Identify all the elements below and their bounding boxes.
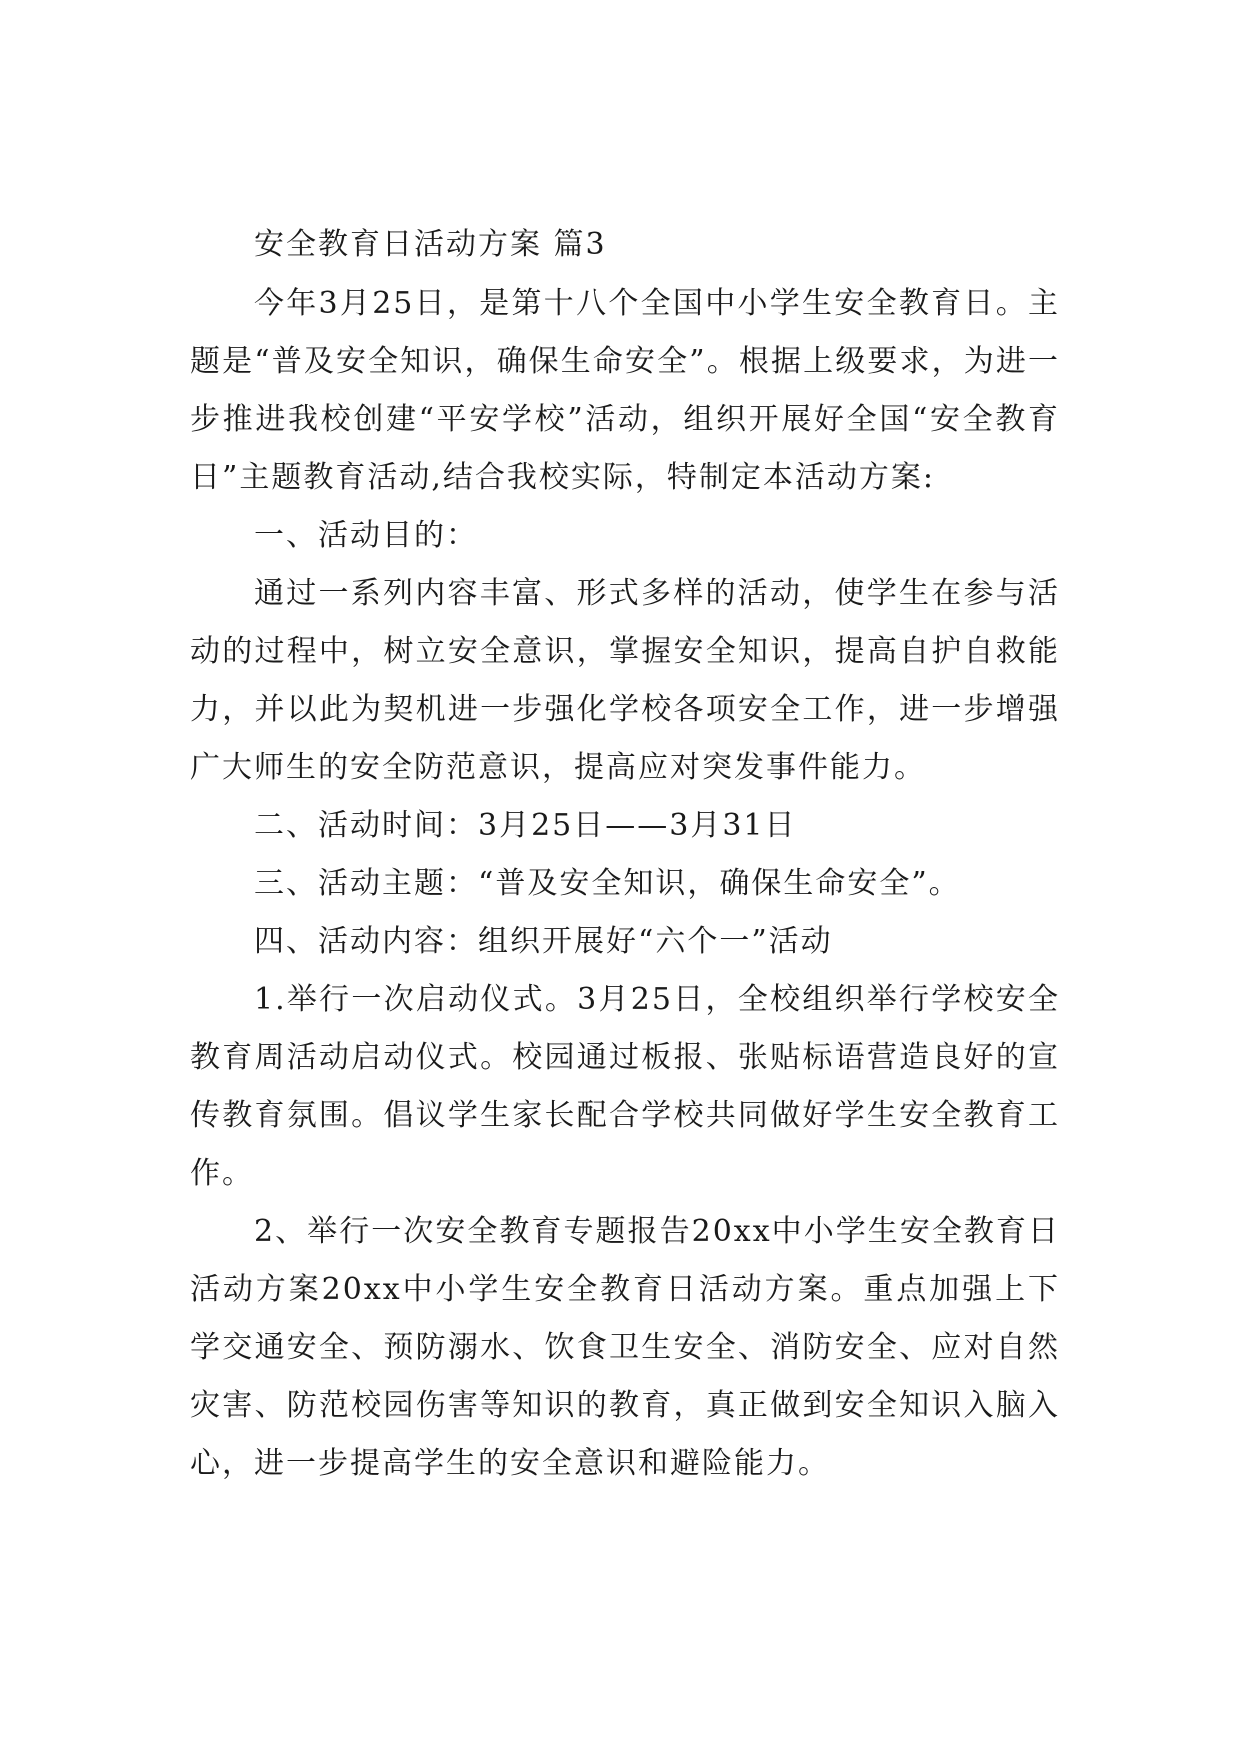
paragraph-intro: 今年3月25日，是第十八个全国中小学生安全教育日。主题是“普及安全知识，确保生命安全”。根据上级要求，为进一步推进我校创建“平安学校”活动，组织开展好全国“安全教育日”主题教育活动,结合我校实际，特制定本活动方案: bbox=[190, 286, 1060, 495]
heading-time: 二、活动时间：3月25日——3月31日 bbox=[254, 808, 797, 843]
heading-theme: 三、活动主题：“普及安全知识，确保生命安全”。 bbox=[254, 866, 961, 901]
heading-purpose: 一、活动目的： bbox=[254, 518, 478, 553]
document-title: 安全教育日活动方案 篇3 bbox=[254, 227, 607, 262]
paragraph-item-2: 2、举行一次安全教育专题报告20xx中小学生安全教育日活动方案20xx中小学生安全教育日活动方案。重点加强上下学交通安全、预防溺水、饮食卫生安全、消防安全、应对自然灾害、防范校园伤害等知识的教育，真正做到安全知识入脑入心，进一步提高学生的安全意识和避险能力。 bbox=[190, 1214, 1060, 1481]
paragraph-purpose: 通过一系列内容丰富、形式多样的活动，使学生在参与活动的过程中，树立安全意识，掌握安全知识，提高自护自救能力，并以此为契机进一步强化学校各项安全工作，进一步增强广大师生的安全防范意识，提高应对突发事件能力。 bbox=[190, 576, 1060, 785]
heading-content: 四、活动内容：组织开展好“六个一”活动 bbox=[254, 924, 833, 959]
document-page bbox=[190, 215, 1060, 1493]
paragraph-item-1: 1.举行一次启动仪式。3月25日，全校组织举行学校安全教育周活动启动仪式。校园通过板报、张贴标语营造良好的宣传教育氛围。倡议学生家长配合学校共同做好学生安全教育工作。 bbox=[190, 982, 1060, 1191]
